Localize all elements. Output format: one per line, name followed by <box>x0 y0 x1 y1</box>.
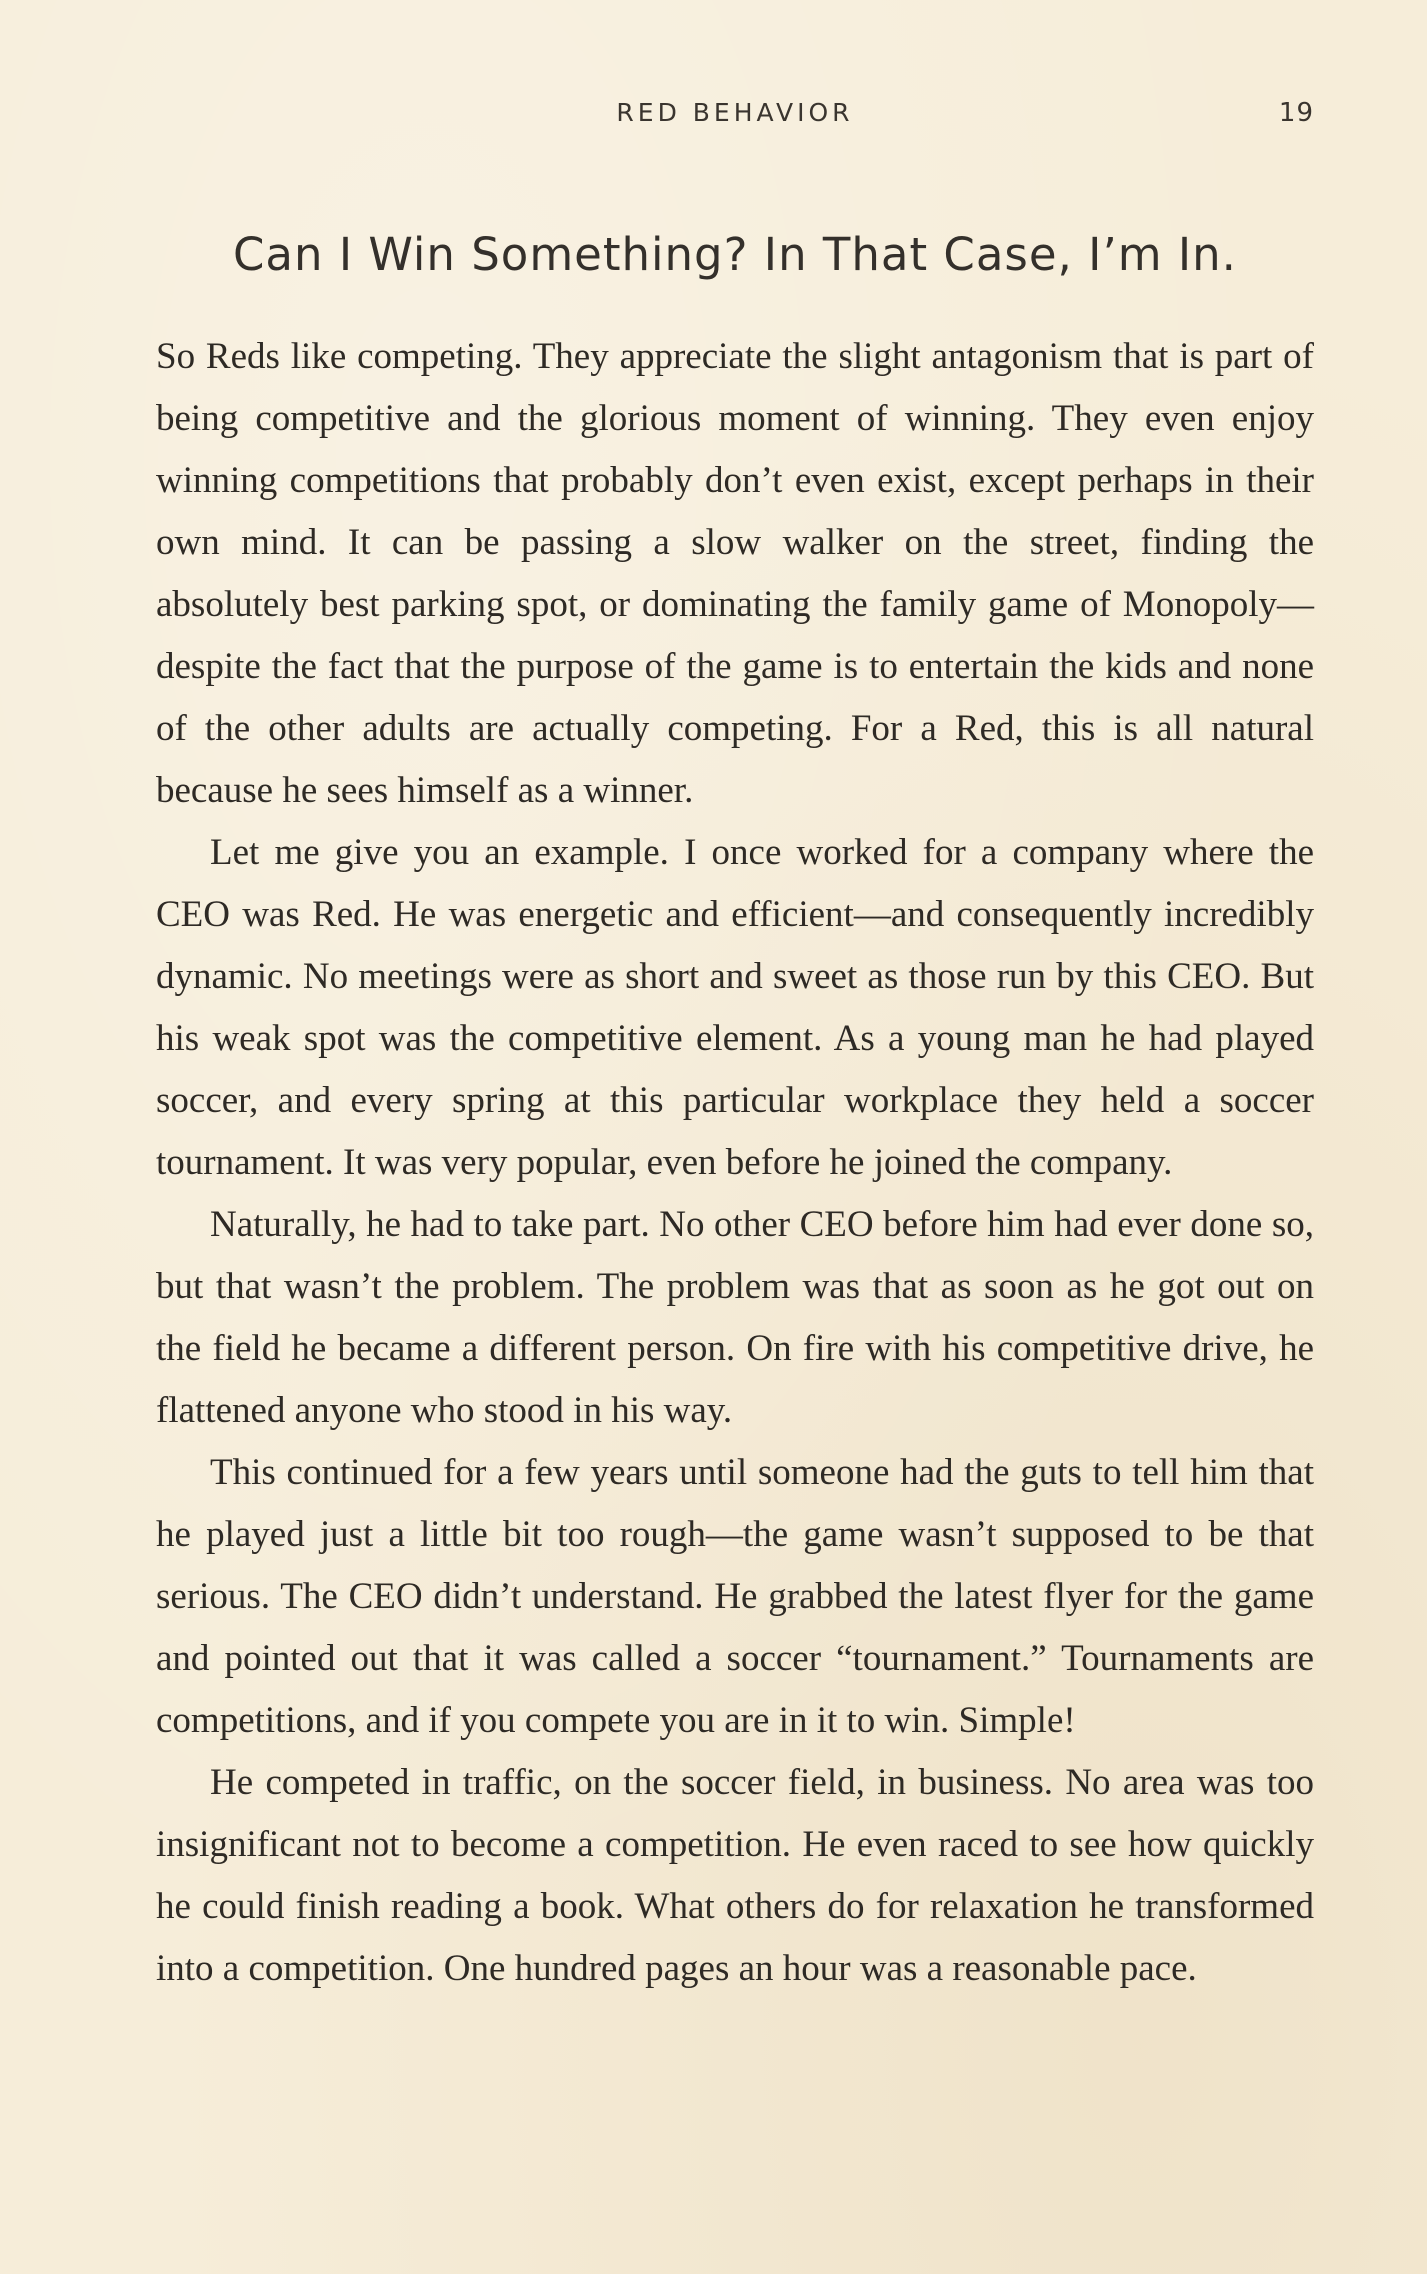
paragraph: Naturally, he had to take part. No other CEO before him had ever done so, but that wasn’t the problem. The problem was that as soon as he got out on the field he became a different person. On fire with his competitive drive, he flattened anyone who stood in his way. <box>156 1204 1314 1431</box>
page-number: 19 <box>1278 98 1314 128</box>
paragraph: So Reds like competing. They appreciate the slight antagonism that is part of being competitive and the glorious moment of winning. They even enjoy winning competitions that probably don’t even exist, except perhaps in their own mind. It can be passing a slow walker on the street, finding the absolutely best parking spot, or dominating the family game of Monopoly—despite the fact that the purpose of the game is to entertain the kids and none of the other adults are actually competing. For a Red, this is all natural because he sees himself as a winner. <box>156 336 1314 811</box>
running-header <box>156 98 1314 138</box>
paragraph: Let me give you an example. I once worked for a company where the CEO was Red. He was energetic and efficient—and consequently incredibly dynamic. No meetings were as short and sweet as those run by this CEO. But his weak spot was the competitive element. As a young man he had played soccer, and every spring at this particular workplace they held a soccer tournament. It was very popular, even before he joined the company. <box>156 832 1314 1183</box>
body-text <box>156 326 1314 2000</box>
chapter-heading: Can I Win Something? In That Case, I’m In. <box>233 228 1237 281</box>
paragraph: This continued for a few years until someone had the guts to tell him that he played just a little bit too rough—the game wasn’t supposed to be that serious. The CEO didn’t understand. He grabbed the latest flyer for the game and pointed out that it was called a soccer “tournament.” Tournaments are competitions, and if you compete you are in it to win. Simple! <box>156 1452 1314 1741</box>
paragraph: He competed in traffic, on the soccer field, in business. No area was too insignificant not to become a competition. He even raced to see how quickly he could finish reading a book. What others do for relaxation he transformed into a competition. One hundred pages an hour was a reasonable pace. <box>156 1762 1314 1989</box>
running-section-title: RED BEHAVIOR <box>616 98 854 127</box>
